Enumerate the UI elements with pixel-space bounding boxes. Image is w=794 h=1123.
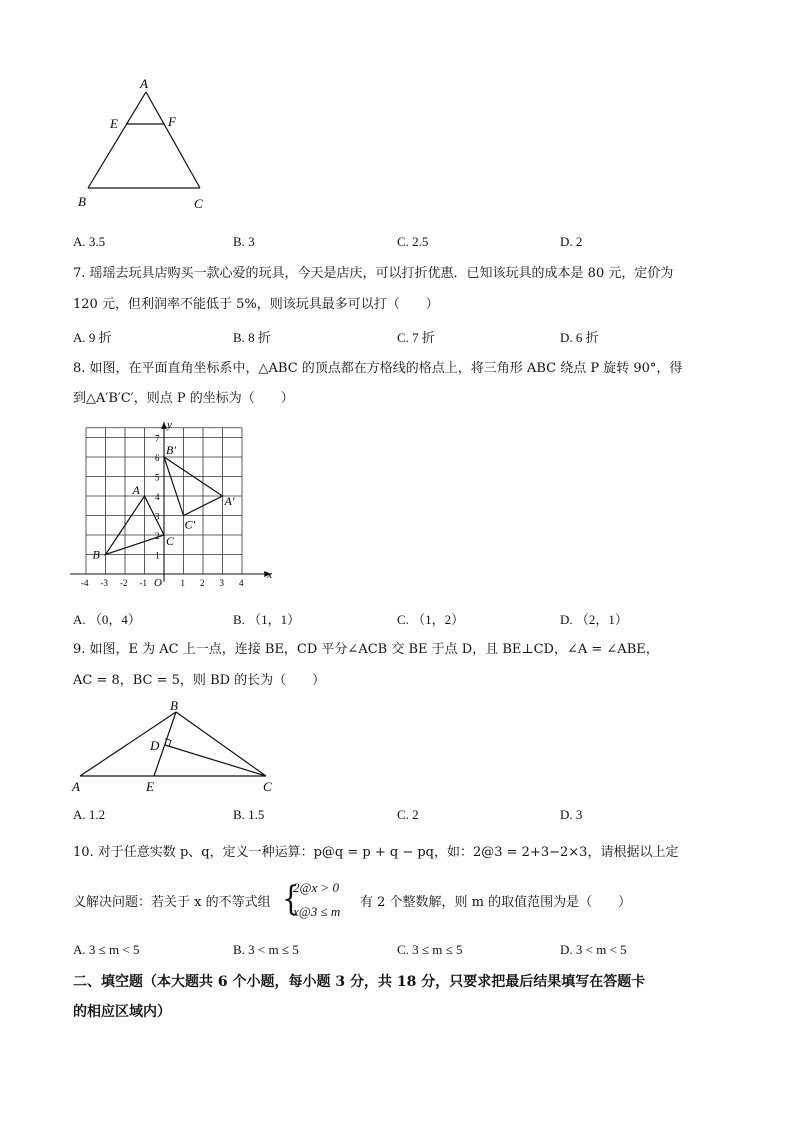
coordinate-grid-figure	[70, 420, 285, 595]
triangle-lines	[88, 92, 200, 188]
left-brace: {	[282, 879, 300, 919]
q8-line1: 8. 如图，在平面直角坐标系中，△ABC 的顶点都在方格线的格点上，将三角形 ABC 绕点 P 旋转 90°，得	[73, 361, 683, 376]
label-B: B	[78, 194, 86, 209]
y-axis-label: y	[167, 420, 172, 431]
label-C: C	[263, 779, 272, 794]
section2-heading-line2: 的相应区域内）	[73, 1004, 171, 1020]
q8-option-c: C. （1，2）	[397, 612, 465, 627]
q9-line2: AC = 8，BC = 5，则 BD 的长为（ ）	[73, 673, 326, 688]
triangle-bisector-figure	[68, 694, 288, 796]
q10-option-b: B. 3 < m ≤ 5	[233, 942, 299, 957]
triangle-figure	[70, 70, 230, 220]
triangle-abc	[106, 496, 165, 555]
y-tick-label: 3	[155, 511, 160, 522]
label-E: E	[110, 116, 118, 131]
y-tick-label: 1	[155, 550, 160, 561]
q8-line2: 到△A′B′C′，则点 P 的坐标为（ ）	[73, 391, 294, 406]
q8-option-d: D. （2，1）	[560, 612, 628, 627]
q10-option-a: A. 3 ≤ m < 5	[73, 942, 140, 957]
triangle-bisector-lines	[80, 712, 266, 776]
q10-line2-end: 有 2 个整数解，则 m 的取值范围为是（ ）	[360, 895, 632, 910]
x-tick-label: 3	[219, 578, 224, 588]
x-tick-label: -3	[100, 578, 108, 588]
label-E: E	[146, 779, 154, 794]
x-tick-label: -4	[81, 578, 89, 588]
q7-line1: 7. 瑶瑶去玩具店购买一款心爱的玩具，今天是店庆，可以打折优惠．已知该玩具的成本是 80 元，定价为	[73, 266, 674, 281]
x-axis-label: x	[267, 569, 273, 581]
q9-option-c: C. 2	[397, 807, 419, 822]
label-C: C	[166, 534, 175, 548]
q10-option-d: D. 3 < m < 5	[560, 942, 627, 957]
system-inequality-2: x@3 ≤ m	[293, 904, 341, 919]
q7-option-d: D. 6 折	[560, 330, 599, 345]
y-tick-label: 6	[155, 453, 160, 463]
q10-option-c: C. 3 ≤ m ≤ 5	[397, 942, 463, 957]
label-B: B	[92, 547, 100, 562]
x-tick-label: -2	[120, 578, 128, 588]
label-A: A	[132, 483, 140, 497]
label-C-prime: C′	[184, 517, 196, 532]
q7-option-a: A. 9 折	[73, 330, 112, 345]
label-A: A	[140, 76, 148, 91]
label-B-prime: B′	[166, 443, 176, 457]
q6-option-b: B. 3	[233, 234, 255, 249]
label-D: D	[150, 738, 160, 753]
q8-option-b: B. （1，1）	[233, 612, 301, 627]
q8-option-a: A. （0，4）	[73, 612, 141, 627]
label-B: B	[170, 698, 178, 713]
q9-line1: 9. 如图，E 为 AC 上一点，连接 BE，CD 平分∠ACB 交 BE 于点 D，且 BE⊥CD，∠A = ∠ABE，	[73, 642, 659, 657]
q9-option-b: B. 1.5	[233, 807, 265, 822]
triangle-a1b1c1	[164, 457, 223, 516]
q6-option-d: D. 2	[560, 234, 583, 249]
section2-heading-line1: 二、填空题（本大题共 6 个小题，每小题 3 分，共 18 分，只要求把最后结果填写在答题卡	[73, 974, 646, 990]
q7-option-c: C. 7 折	[397, 330, 435, 345]
x-tick-label: 4	[239, 578, 244, 588]
x-tick-label: -1	[139, 578, 147, 588]
origin-label: O	[154, 577, 162, 589]
q10-line1: 10. 对于任意实数 p、q，定义一种运算：p@q = p + q − pq，如：2@3 = 2+3−2×3，请根据以上定	[73, 845, 679, 860]
x-tick-label: 1	[180, 578, 185, 588]
q9-option-d: D. 3	[560, 807, 583, 822]
label-A-prime: A′	[224, 494, 235, 508]
y-tick-label: 5	[155, 472, 160, 483]
q9-option-a: A. 1.2	[73, 807, 106, 822]
q10-line2-start: 义解决问题：若关于 x 的不等式组	[73, 895, 271, 910]
system-inequality-1: 2@x > 0	[293, 880, 340, 895]
y-tick-label: 4	[155, 492, 160, 502]
y-tick-label: 7	[155, 433, 160, 444]
q7-option-b: B. 8 折	[233, 330, 271, 345]
y-tick-label: 2	[155, 531, 160, 541]
q7-line2: 120 元，但利润率不能低于 5%，则该玩具最多可以打（ ）	[73, 297, 439, 312]
label-F: F	[168, 114, 176, 129]
label-A: A	[72, 779, 80, 794]
label-C: C	[194, 196, 203, 211]
x-tick-label: 2	[200, 578, 205, 588]
q6-option-a: A. 3.5	[73, 234, 106, 249]
q6-option-c: C. 2.5	[397, 234, 429, 249]
